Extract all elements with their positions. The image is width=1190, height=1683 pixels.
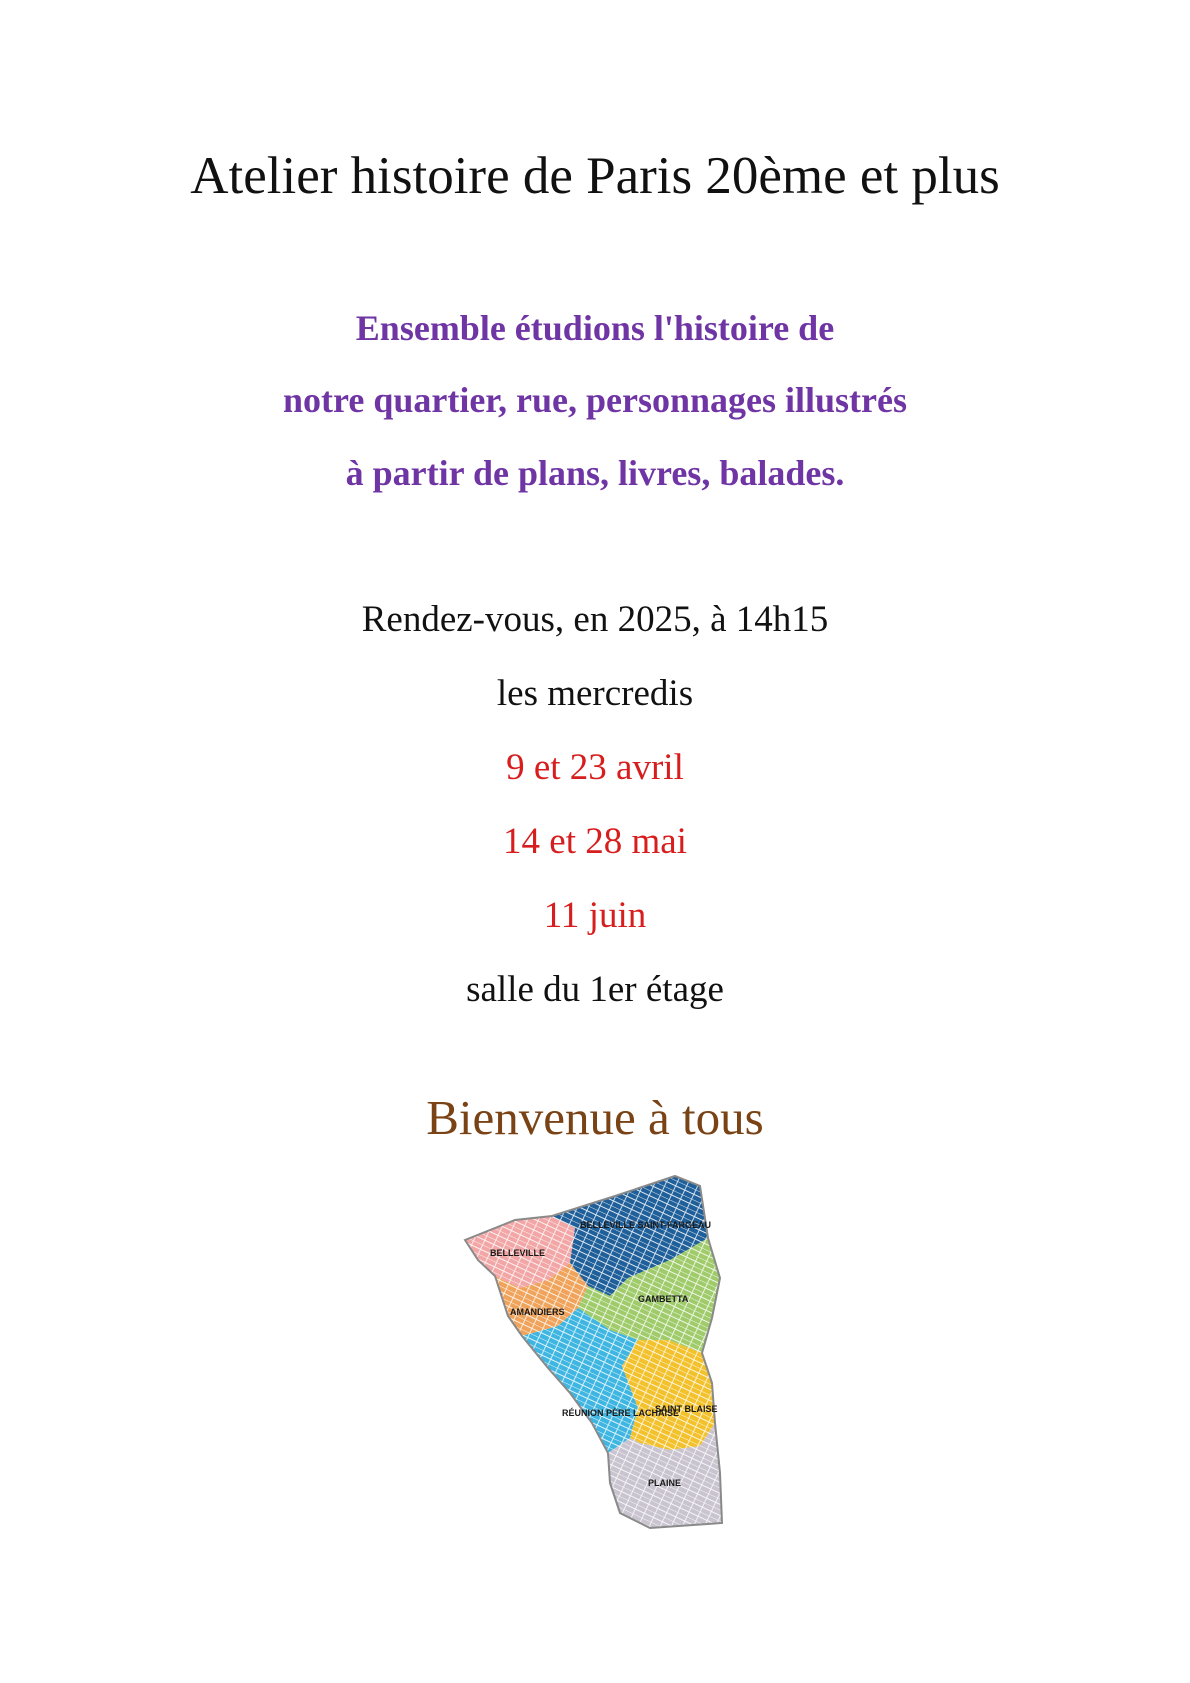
intro-line-1: Ensemble étudions l'histoire de [355,308,835,348]
map-label-gambetta: GAMBETTA [638,1294,689,1304]
map-label-belleville: BELLEVILLE [490,1248,546,1258]
date-may: 14 et 28 mai [503,821,687,862]
date-april: 9 et 23 avril [506,747,684,788]
arrondissement-map [460,1168,760,1533]
welcome-text: Bienvenue à tous [426,1090,764,1145]
map-label-plaine: PLAINE [648,1478,682,1488]
map-label-amandiers: AMANDIERS [510,1307,565,1317]
days-text: les mercredis [496,673,694,714]
map-label-belleville-saint-fargeau: BELLEVILLE SAINT-FARGEAU [580,1220,712,1230]
map-label-saint-blaise: SAINT BLAISE [655,1404,718,1414]
map-label-reunion-pere-lachaise: RÉUNION PÈRE LACHAISE [562,1408,680,1418]
poster-title: Atelier histoire de Paris 20ème et plus [190,147,1000,205]
rendezvous-text: Rendez-vous, en 2025, à 14h15 [361,599,829,640]
intro-line-3: à partir de plans, livres, balades. [345,453,845,493]
date-june: 11 juin [543,895,647,936]
map-illustration [460,1168,760,1533]
room-text: salle du 1er étage [466,969,724,1010]
intro-line-2: notre quartier, rue, personnages illustrés [283,380,907,420]
